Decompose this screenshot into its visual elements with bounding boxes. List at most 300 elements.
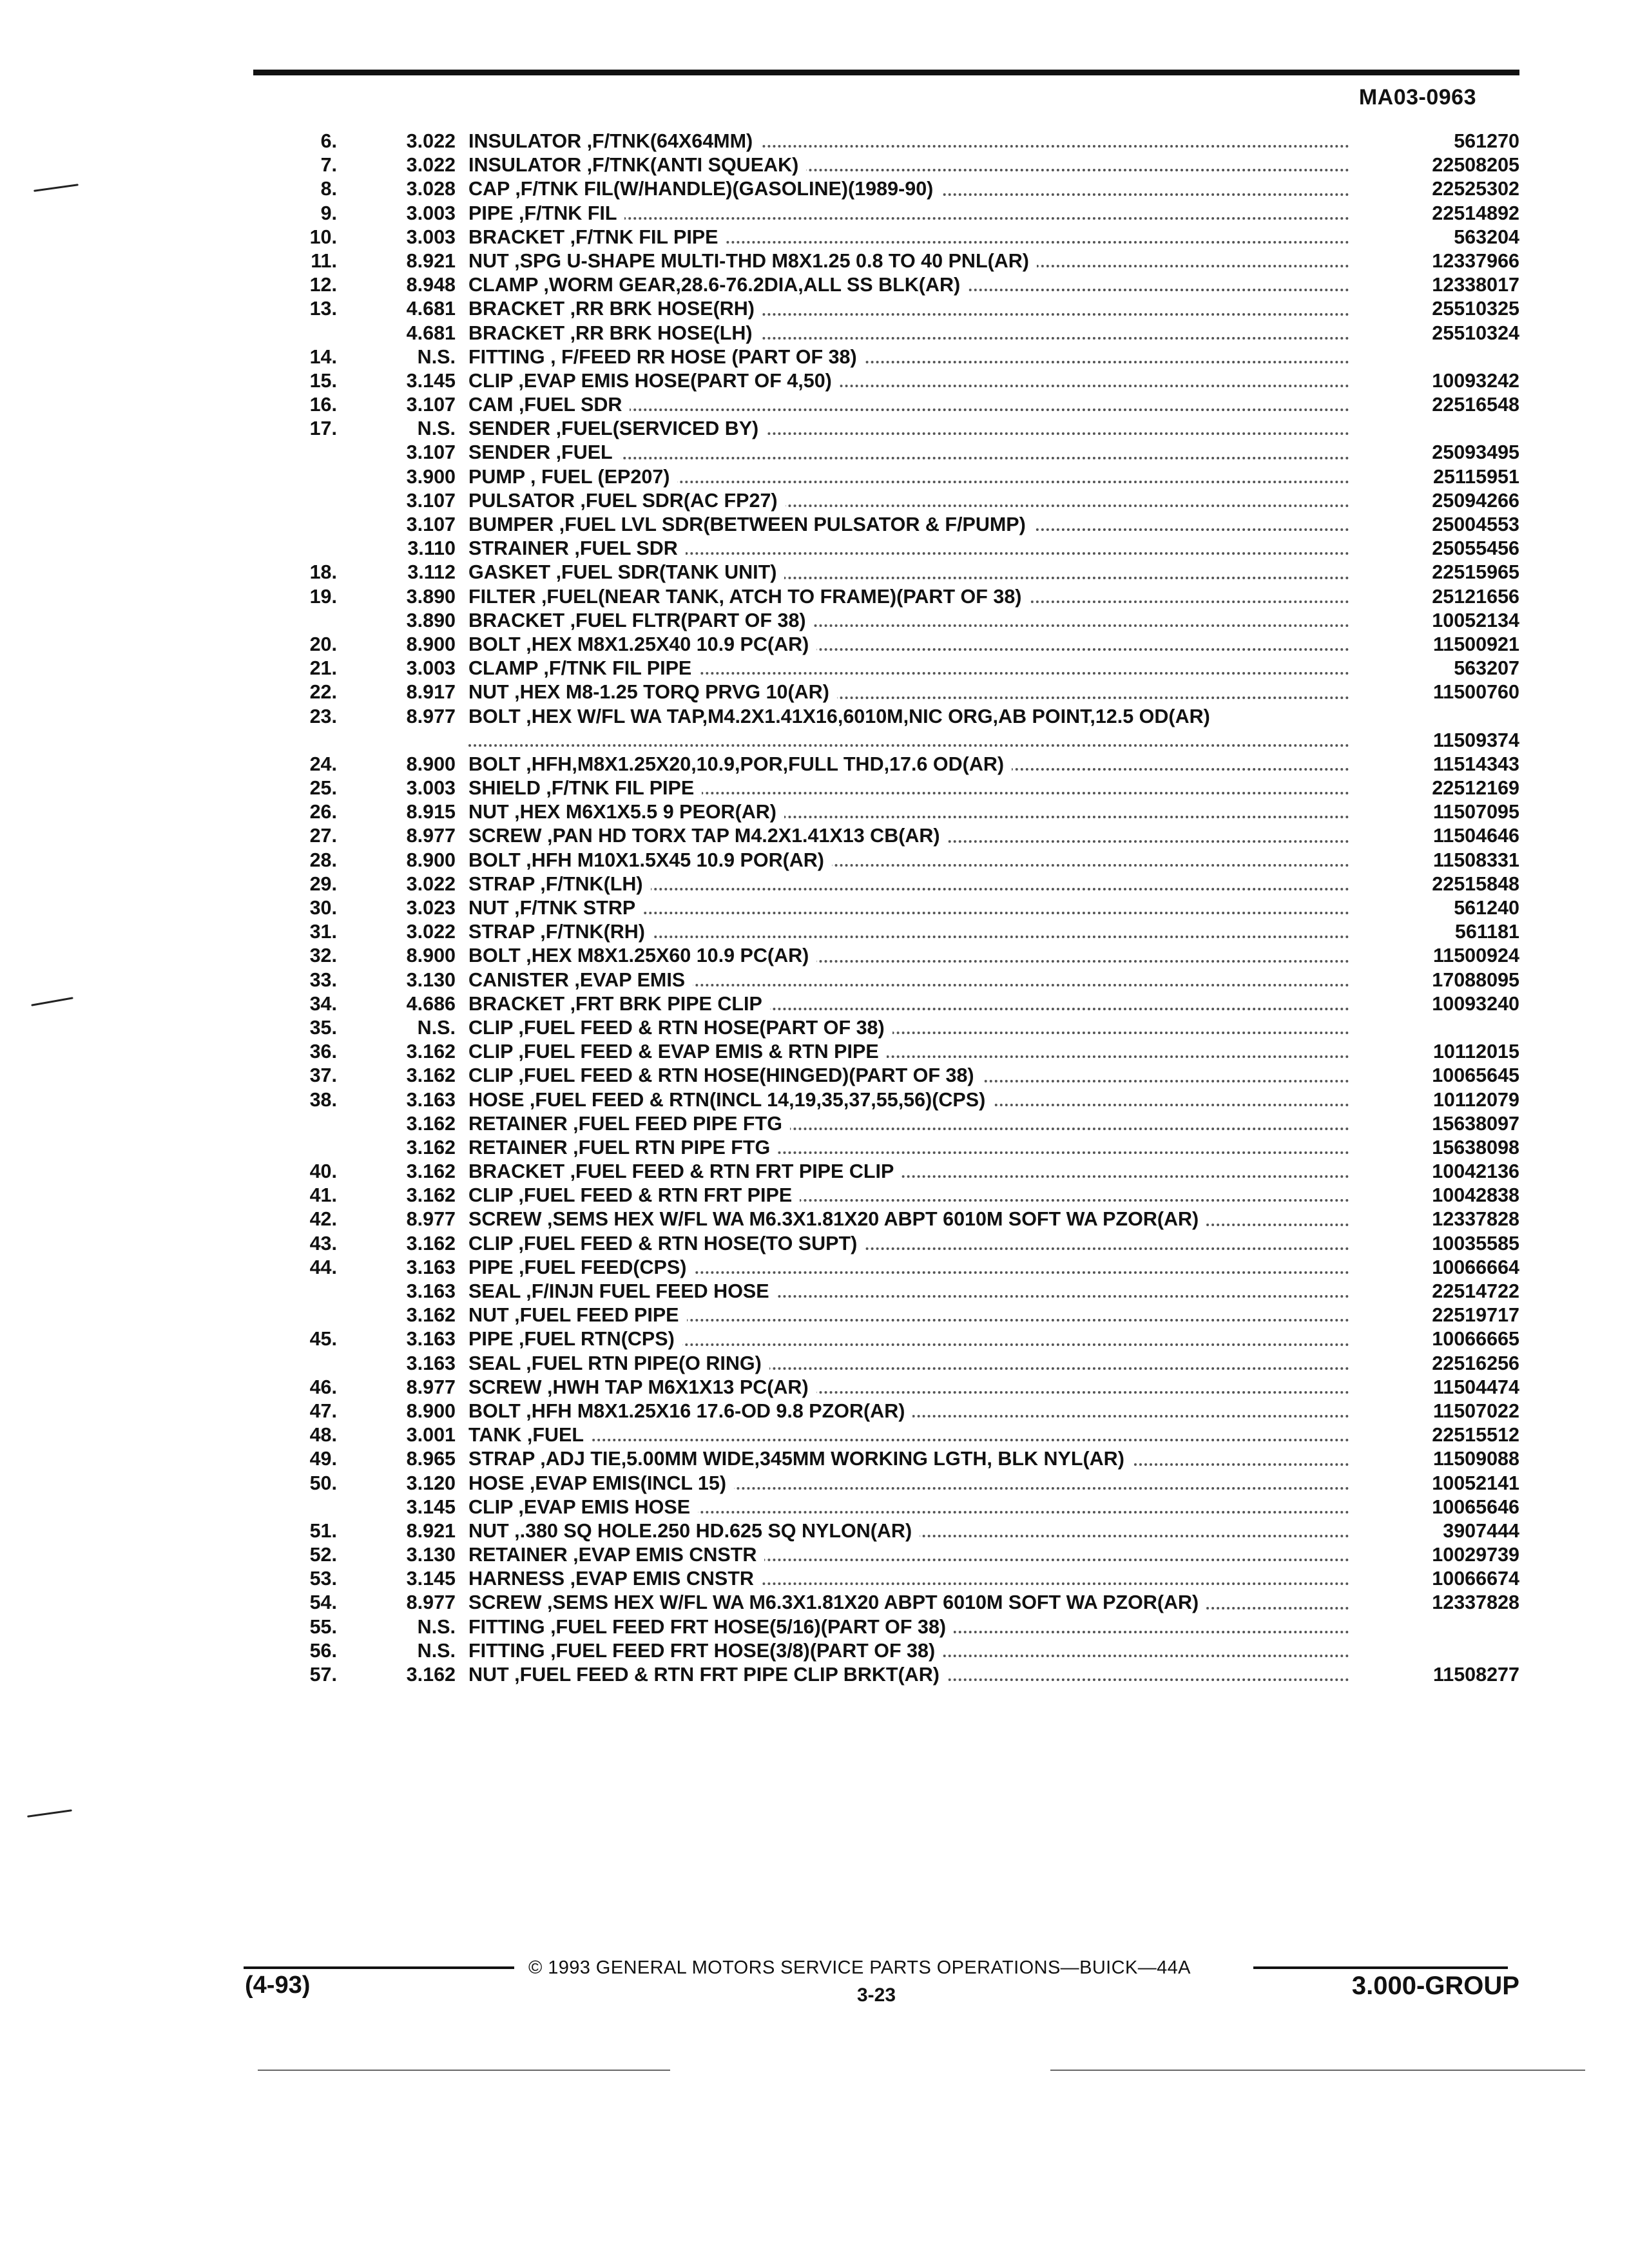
part-description (456, 824, 1358, 848)
ref-number: 47. (309, 1399, 337, 1422)
part-detail: ,FUEL FEED & RTN FRT PIPE (512, 1184, 793, 1207)
description-text (468, 1113, 790, 1135)
description-text (468, 1640, 943, 1662)
part-description (456, 776, 1358, 800)
group-number: 4.681 (406, 322, 456, 344)
part-name: CANISTER (468, 968, 569, 991)
part-detail: ,EVAP EMIS HOSE (512, 1495, 691, 1518)
part-row (271, 1376, 1519, 1399)
part-number: 22515512 (1432, 1424, 1519, 1446)
ref-number: 12. (309, 274, 337, 296)
part-number: 11507022 (1432, 1399, 1519, 1422)
part-detail: ,EVAP EMIS CNSTR (567, 1544, 757, 1566)
part-row (271, 1639, 1519, 1663)
part-name: BRACKET (468, 226, 565, 248)
part-row (271, 322, 1519, 345)
group-number: 3.107 (406, 489, 456, 512)
part-detail: ,F/TNK FIL PIPE (564, 226, 718, 248)
part-row (271, 202, 1519, 226)
group-number: 8.900 (406, 753, 456, 775)
description-text (468, 921, 653, 943)
footer-rule-left (244, 1966, 514, 1969)
ref-number: 15. (309, 369, 337, 392)
description-text (468, 178, 941, 200)
description-text (468, 1496, 698, 1518)
part-detail: ,FUEL FEED(CPS) (513, 1256, 687, 1278)
ref-number (271, 465, 337, 489)
ref-number (271, 513, 337, 537)
description-text (468, 801, 784, 823)
document-code: MA03-0963 (1358, 85, 1476, 110)
group-number: 3.112 (407, 561, 456, 584)
part-number (1358, 1016, 1519, 1040)
part-row (271, 609, 1519, 633)
part-detail: ,FUEL FLTR(PART OF 38) (564, 609, 806, 631)
ref-number: 41. (309, 1184, 337, 1207)
part-row (271, 920, 1519, 944)
part-detail: ,F/TNK(ANTI SQUEAK) (581, 154, 799, 177)
part-detail: ,FUEL(SERVICED BY) (550, 418, 759, 440)
description-text (468, 657, 699, 679)
part-row (271, 1472, 1519, 1495)
part-row (271, 680, 1519, 704)
description-text (468, 873, 651, 895)
part-description (456, 1064, 1358, 1088)
ref-number: 7. (320, 154, 337, 177)
group-number: 3.890 (406, 585, 456, 608)
part-detail: ,FRT BRK PIPE CLIP (564, 992, 762, 1015)
ref-number: 22. (309, 681, 337, 704)
part-name: RETAINER (468, 1136, 568, 1158)
part-name: PIPE (468, 1328, 514, 1350)
part-description (456, 441, 1358, 465)
parts-list (271, 130, 1519, 1687)
part-row (271, 753, 1519, 776)
part-description (456, 1519, 1358, 1543)
part-detail: ,F/TNK FIL (513, 202, 617, 224)
group-number: 3.162 (406, 1064, 456, 1087)
part-row (271, 968, 1519, 992)
part-detail: ,F/TNK FIL PIPE (540, 777, 695, 800)
part-detail: ,FUEL FEED FRT HOSE(3/8)(PART OF 38) (545, 1639, 936, 1662)
part-row (271, 1280, 1519, 1303)
part-number: 15638097 (1432, 1112, 1519, 1135)
part-description (456, 633, 1358, 657)
part-description (456, 705, 1358, 753)
part-description (456, 1591, 1358, 1615)
part-row (271, 1207, 1519, 1231)
part-detail: ,PAN HD TORX TAP M4.2X1.41X13 CB(AR) (541, 825, 940, 847)
part-number: 25055456 (1432, 537, 1519, 560)
part-description (456, 561, 1358, 584)
ref-number: 46. (309, 1376, 337, 1398)
description-text (468, 1664, 947, 1686)
ref-number: 53. (309, 1568, 337, 1590)
part-name: CLIP (468, 1041, 513, 1063)
part-name: SENDER (468, 441, 551, 464)
part-detail: ,F/TNK(64X64MM) (581, 130, 753, 152)
part-name: STRAP (468, 1448, 535, 1470)
part-detail: ,FUEL FEED & RTN(INCL 14,19,35,37,55,56)(CPS) (524, 1088, 986, 1111)
part-description (456, 753, 1358, 776)
ref-number: 10. (309, 226, 337, 248)
ref-number (271, 441, 337, 465)
part-description (456, 465, 1358, 489)
part-number (1358, 1639, 1519, 1663)
part-name: BOLT (468, 633, 521, 655)
ref-number (271, 1112, 337, 1136)
group-number: 8.900 (406, 945, 456, 967)
description-text (468, 849, 832, 871)
part-name: CLAMP (468, 274, 538, 296)
part-row (271, 1567, 1519, 1591)
part-description (456, 1040, 1358, 1064)
part-row (271, 1447, 1519, 1471)
ref-number (271, 1352, 337, 1376)
description-text (468, 1448, 1132, 1470)
part-name: SHIELD (468, 777, 541, 800)
part-detail: ,HFH M8X1.25X16 17.6-OD 9.8 PZOR(AR) (520, 1399, 905, 1422)
description-text (468, 1520, 920, 1542)
part-row (271, 992, 1519, 1016)
group-number: 3.022 (406, 872, 456, 895)
description-text (468, 1064, 982, 1086)
part-row (271, 585, 1519, 609)
part-detail: ,HWH TAP M6X1X13 PC(AR) (541, 1376, 809, 1398)
part-row (271, 249, 1519, 273)
part-description (456, 226, 1358, 249)
dot-leader (468, 1439, 1349, 1441)
description-text (468, 610, 814, 631)
part-row (271, 1327, 1519, 1351)
ref-number: 23. (309, 705, 337, 727)
part-number: 10029739 (1432, 1544, 1519, 1566)
ref-number: 21. (309, 657, 337, 680)
part-number: 10066664 (1432, 1256, 1519, 1278)
ref-number: 42. (309, 1208, 337, 1231)
part-detail: ,HFH M10X1.5X45 10.9 POR(AR) (520, 849, 824, 871)
part-detail: ,FUEL FEED PIPE (508, 1304, 679, 1327)
part-detail: ,SPG U-SHAPE MULTI-THD M8X1.25 0.8 TO 40 PNL(AR) (508, 249, 1029, 272)
description-text (468, 1256, 694, 1278)
margin-mark (31, 997, 73, 1006)
part-detail: ,FUEL LVL SDR(BETWEEN PULSATOR & F/PUMP) (554, 514, 1026, 535)
part-row (271, 1088, 1519, 1112)
part-row (271, 513, 1519, 537)
ref-number: 50. (309, 1472, 337, 1494)
part-detail: ,FUEL (521, 1424, 584, 1446)
part-name: PIPE (468, 202, 514, 224)
part-description (456, 968, 1358, 992)
description-text (468, 466, 677, 488)
part-description (456, 872, 1358, 896)
part-description (456, 393, 1358, 417)
part-detail: , F/FEED RR HOSE (PART OF 38) (545, 345, 857, 368)
group-number: 3.145 (406, 1495, 456, 1518)
description-text (468, 1352, 769, 1374)
part-number: 25115951 (1432, 465, 1519, 488)
part-number: 11500760 (1432, 681, 1519, 704)
ref-number: 56. (309, 1639, 337, 1662)
part-number: 22514892 (1432, 202, 1519, 224)
part-number: 10065645 (1432, 1064, 1519, 1087)
part-detail: ,F/TNK STRP (508, 897, 636, 919)
part-number: 10052134 (1432, 609, 1519, 631)
part-number: 10066674 (1432, 1568, 1519, 1590)
part-row (271, 705, 1519, 753)
part-name: BOLT (468, 1399, 521, 1422)
part-row (271, 345, 1519, 369)
group-number: 3.120 (406, 1472, 456, 1494)
description-text (468, 370, 840, 392)
part-detail: ,.380 SQ HOLE.250 HD.625 SQ NYLON(AR) (508, 1519, 912, 1542)
description-text (468, 897, 643, 919)
part-description (456, 1639, 1358, 1663)
group-number: 8.977 (406, 1208, 456, 1231)
part-detail: ,RR BRK HOSE(LH) (564, 322, 753, 344)
ref-number (271, 322, 337, 345)
part-description (456, 944, 1358, 968)
part-detail: ,FUEL RTN PIPE FTG (567, 1136, 771, 1158)
part-number: 25004553 (1432, 514, 1519, 535)
part-description (456, 1112, 1358, 1136)
group-number: 3.022 (406, 921, 456, 943)
part-detail: ,HFH,M8X1.25X20,10.9,POR,FULL THD,17.6 OD(AR) (520, 753, 1005, 775)
ref-number: 57. (309, 1664, 337, 1686)
group-number: 3.162 (406, 1112, 456, 1135)
part-number: 22515848 (1432, 872, 1519, 895)
ref-number: 16. (309, 394, 337, 416)
group-number: 8.948 (406, 274, 456, 296)
group-number: 3.110 (407, 537, 456, 560)
part-number: 11504474 (1432, 1376, 1519, 1398)
group-number: 8.917 (406, 681, 456, 704)
part-detail: ,FUEL FEED & RTN HOSE(PART OF 38) (512, 1016, 885, 1039)
ref-number: 8. (320, 178, 337, 200)
part-number: 25121656 (1432, 585, 1519, 608)
part-row (271, 393, 1519, 417)
part-number (1358, 417, 1519, 441)
part-name: NUT (468, 249, 509, 272)
part-number: 17088095 (1432, 968, 1519, 991)
part-row (271, 872, 1519, 896)
part-name: STRAINER (468, 537, 569, 560)
part-row (271, 1495, 1519, 1519)
part-name: RETAINER (468, 1112, 568, 1135)
part-row (271, 537, 1519, 561)
group-number: 3.003 (406, 777, 456, 800)
part-name: NUT (468, 897, 509, 919)
part-number: 561270 (1454, 130, 1519, 152)
part-detail: ,F/INJN FUEL FEED HOSE (520, 1280, 769, 1303)
part-detail: ,FUEL(NEAR TANK, ATCH TO FRAME)(PART OF 38) (535, 585, 1022, 608)
part-detail: ,HEX W/FL WA TAP,M4.2X1.41X16,6010M,NIC ORG,AB POINT,12.5 OD(AR) (520, 705, 1210, 727)
part-row (271, 1064, 1519, 1088)
part-description (456, 1423, 1358, 1447)
part-name: NUT (468, 801, 509, 823)
part-name: BOLT (468, 849, 521, 871)
ref-number: 19. (309, 585, 337, 608)
part-row (271, 776, 1519, 800)
group-number: 3.163 (406, 1256, 456, 1278)
footer-copyright: © 1993 GENERAL MOTORS SERVICE PARTS OPERATIONS—BUICK—44A (528, 1957, 1191, 1978)
part-number: 25093495 (1432, 441, 1519, 464)
ref-number: 9. (320, 202, 337, 224)
part-description (456, 249, 1358, 273)
part-detail: ,SEMS HEX W/FL WA M6.3X1.81X20 ABPT 6010M SOFT WA PZOR(AR) (541, 1208, 1199, 1231)
part-description (456, 177, 1358, 201)
part-number: 11508277 (1432, 1664, 1519, 1686)
part-detail: ,F/TNK FIL PIPE (537, 657, 692, 680)
part-number: 11504646 (1432, 825, 1519, 847)
part-detail: ,HEX M6X1X5.5 9 PEOR(AR) (508, 801, 776, 823)
part-number: 11507095 (1432, 801, 1519, 823)
description-text (468, 1400, 912, 1422)
part-detail: ,F/TNK(RH) (534, 921, 645, 943)
part-name: SCREW (468, 1208, 542, 1231)
group-number: 3.022 (406, 130, 456, 152)
part-number: 561240 (1454, 897, 1519, 919)
part-number: 25510324 (1432, 322, 1519, 344)
part-description (456, 537, 1358, 561)
group-number: 3.900 (406, 465, 456, 488)
part-number: 563207 (1454, 657, 1519, 680)
part-description (456, 369, 1358, 393)
footer-rule-right (1253, 1966, 1508, 1969)
description-text (468, 346, 865, 368)
group-number: 3.003 (406, 226, 456, 248)
ref-number: 11. (311, 249, 337, 272)
part-row (271, 226, 1519, 249)
part-number: 25510325 (1432, 298, 1519, 320)
description-text (468, 154, 806, 176)
ref-number (271, 1136, 337, 1160)
group-number: 3.028 (406, 178, 456, 200)
part-name: NUT (468, 1664, 509, 1686)
part-description (456, 896, 1358, 920)
part-number: 15638098 (1432, 1136, 1519, 1158)
part-detail: ,EVAP EMIS (568, 968, 686, 991)
part-number: 561181 (1454, 921, 1519, 943)
part-name: BOLT (468, 705, 521, 727)
part-detail: ,EVAP EMIS(INCL 15) (524, 1472, 726, 1494)
group-number: 3.163 (406, 1328, 456, 1350)
ref-number (271, 489, 337, 513)
part-number: 10042136 (1432, 1160, 1519, 1183)
group-number: 3.163 (406, 1352, 456, 1374)
part-number: 11509374 (1432, 729, 1519, 751)
description-text (468, 1568, 762, 1590)
part-name: BRACKET (468, 1160, 565, 1183)
part-row (271, 657, 1519, 680)
part-description (456, 1160, 1358, 1184)
part-name: GASKET (468, 561, 551, 584)
part-name: FITTING (468, 345, 545, 368)
part-name: BRACKET (468, 298, 565, 320)
part-detail: ,FUEL FEED & EVAP EMIS & RTN PIPE (512, 1041, 879, 1063)
description-text (468, 1280, 777, 1302)
part-number: 22516548 (1432, 394, 1519, 416)
ref-number: 18. (309, 561, 337, 584)
part-name: INSULATOR (468, 154, 582, 177)
ref-number: 54. (309, 1591, 337, 1614)
description-text (468, 514, 1034, 535)
description-text (468, 537, 686, 559)
part-description (456, 1663, 1358, 1687)
part-number: 25094266 (1432, 489, 1519, 512)
group-number: 3.107 (406, 441, 456, 464)
part-description (456, 1376, 1358, 1399)
part-row (271, 1423, 1519, 1447)
part-description (456, 513, 1358, 537)
part-detail: ,FUEL FEED PIPE FTG (567, 1112, 782, 1135)
part-detail: ,FUEL (550, 441, 613, 464)
part-description (456, 1256, 1358, 1280)
part-detail: ,HEX M8X1.25X40 10.9 PC(AR) (520, 633, 809, 655)
part-description (456, 849, 1358, 872)
ref-number: 20. (309, 633, 337, 655)
group-number: 3.162 (406, 1136, 456, 1158)
ref-number: 28. (309, 849, 337, 871)
part-name: SCREW (468, 825, 542, 847)
group-number: 3.163 (406, 1280, 456, 1303)
part-row (271, 1160, 1519, 1184)
part-row (271, 273, 1519, 297)
part-description (456, 1399, 1358, 1423)
part-name: BRACKET (468, 992, 565, 1015)
part-name: INSULATOR (468, 130, 582, 152)
part-description (456, 417, 1358, 441)
part-name: CLIP (468, 1495, 513, 1518)
ref-number: 35. (309, 1016, 337, 1039)
part-name: BUMPER (468, 514, 554, 535)
group-number: 3.162 (406, 1160, 456, 1183)
part-description (456, 297, 1358, 321)
group-number: 3.022 (406, 154, 456, 177)
part-row (271, 1256, 1519, 1280)
ref-number: 43. (309, 1232, 337, 1254)
group-number: 8.900 (406, 633, 456, 655)
ref-number: 30. (309, 897, 337, 919)
part-number: 10112079 (1432, 1088, 1519, 1111)
part-row (271, 1591, 1519, 1615)
part-number: 22525302 (1432, 178, 1519, 200)
description-text (468, 1089, 993, 1111)
group-number: 4.681 (406, 298, 456, 320)
part-name: FITTING (468, 1639, 545, 1662)
part-name: CLAMP (468, 657, 538, 680)
part-description (456, 657, 1358, 680)
part-number: 10042838 (1432, 1184, 1519, 1207)
ref-number: 36. (309, 1041, 337, 1063)
part-description (456, 920, 1358, 944)
part-description (456, 1495, 1358, 1519)
group-number: 3.003 (406, 202, 456, 224)
part-description (456, 609, 1358, 633)
part-row (271, 417, 1519, 441)
part-detail: ,FUEL SDR(AC FP27) (574, 489, 778, 512)
ref-number (271, 537, 337, 561)
group-number: 3.162 (406, 1232, 456, 1254)
description-text (468, 1184, 800, 1206)
group-number: N.S. (417, 418, 456, 440)
part-name: PUMP (468, 465, 525, 488)
group-number: 3.107 (406, 514, 456, 535)
description-text (468, 1304, 687, 1326)
group-number: 3.163 (406, 1088, 456, 1111)
part-row (271, 177, 1519, 201)
ref-number: 49. (309, 1448, 337, 1470)
